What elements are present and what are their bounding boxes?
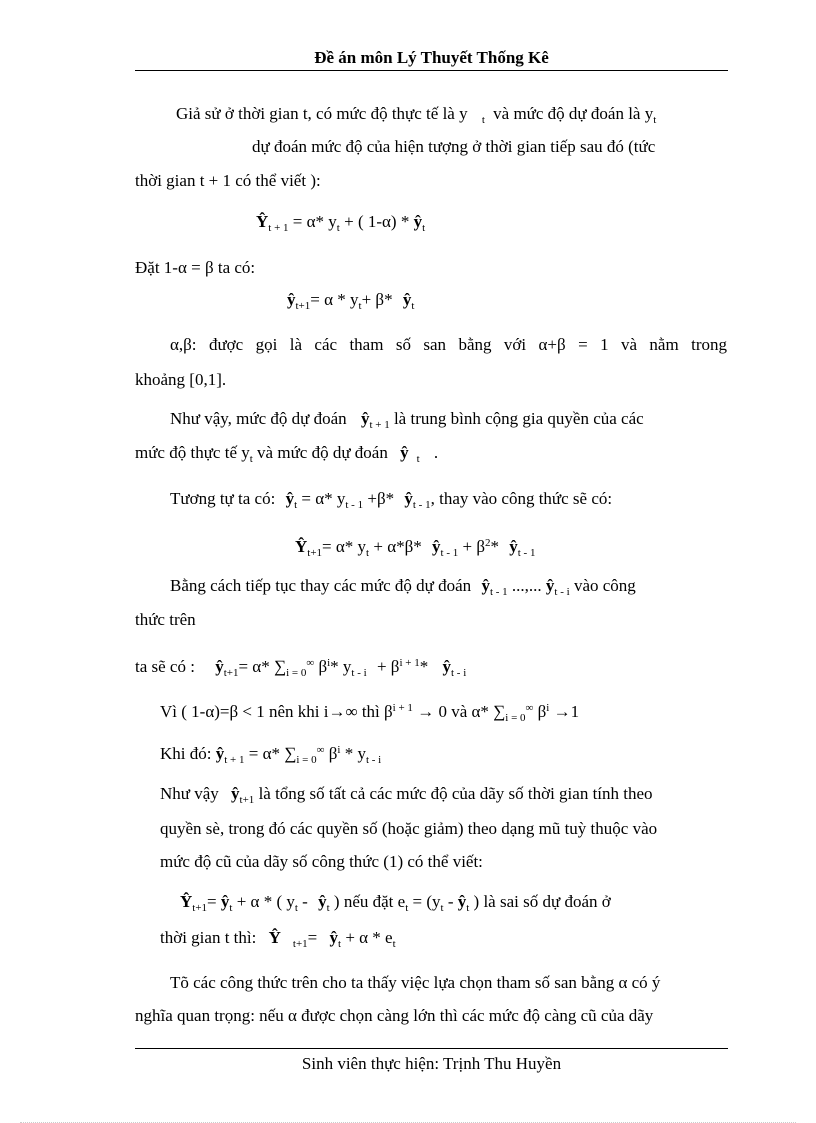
text-line: thức trên	[135, 610, 196, 629]
text-line: mức độ cũ của dãy số công thức (1) có thể viết:	[160, 852, 483, 871]
page-footer: Sinh viên thực hiện: Trịnh Thu Huyền	[301, 1054, 562, 1073]
text-line: khoảng [0,1].	[135, 370, 227, 389]
text-line: quyền sè, trong đó các quyền số (hoặc giảm) theo dạng mũ tuỳ thuộc vào	[160, 819, 658, 838]
footer-rule	[135, 1048, 728, 1049]
formula: $Ŷ_{t+1}= \alpha*$ $y_t + \alpha*\beta*$ $ŷ_{t - 1} + \beta^2*$ $ŷ_{t - 1}$	[295, 537, 536, 559]
formula-line: ta sẽ có : $ŷ_{t+1}= \alpha*$ $\sum_{i = 0}^\infty$ $\beta^i*$ $y_{t - i} + \beta^{i + 1}*$ $ŷ_{t - i}$	[135, 657, 467, 679]
text-line: Đặt 1-α = β ta có:	[135, 258, 256, 277]
text-line: thời gian t + 1 có thể viết ):	[135, 171, 321, 190]
formula-line: $Ŷ_{t+1}=$ $ŷ_t + \alpha$ * ( $y_t$ - $ŷ_t$ ) nếu đặt $e_t = (y_t$ - $ŷ_t$ ) là sai số dự đoán ở	[180, 892, 611, 914]
text-line: Như vậy, mức độ dự đoán $ŷ_{t + 1}$ là trung bình cộng gia quyền của các	[170, 409, 644, 431]
text-line: Tõ các công thức trên cho ta thấy việc lựa chọn tham số san bằng α có ý	[170, 973, 661, 992]
formula: $ŷ_{t+1}= \alpha * y_t+ \beta*$ $ŷ_t$	[287, 290, 415, 312]
formula-line: Vì ( 1-α)=β < 1 nên khi i→∞ thì $\beta^{i + 1} \to 0$ và α* $\sum_{i = 0}^\infty$ $\beta^i \to 1$	[160, 702, 580, 724]
formula-line: thời gian t thì: Ŷ $_{t+1}= ŷ_t + \alpha * e_t$	[160, 928, 396, 950]
text-line: Giả sử ở thời gian t, có mức độ thực tế là y $_t$ và mức độ dự đoán là $y_t$	[176, 104, 657, 126]
formula: $Ŷ_{t + 1} = \alpha*$ $y_t$ + ( $1-\alpha) * ŷ_t$	[256, 212, 426, 234]
text-line: Tương tự ta có: $ŷ_t = \alpha*$ $y_{t - 1} +\beta*$ $ŷ_{t - 1}$, thay vào công thức sẽ có:	[170, 489, 613, 511]
formula-line: Khi đó: $ŷ_{t + 1} = \alpha*$ $\sum_{i = 0}^\infty$ $\beta^i * y_{t - i}$	[160, 744, 382, 766]
text-line: Như vậy $ŷ_{t+1}$ là tổng số tất cả các mức độ của dãy số thời gian tính theo	[160, 784, 653, 806]
page-header-title: Đề án môn Lý Thuyết Thống Kê	[314, 48, 549, 67]
text-line: α,β: được gọi là các tham số san bằng với α+β = 1 và nằm trong	[170, 335, 727, 354]
text-line: dự đoán mức độ của hiện tượng ở thời gian tiếp sau đó (tức	[252, 137, 656, 156]
text-line: mức độ thực tế $y_t$ và mức độ dự đoán ŷ $_t$ .	[135, 443, 439, 465]
text-line: nghĩa quan trọng: nếu α được chọn càng lớn thì các mức độ càng cũ của dãy	[135, 1006, 654, 1025]
text-line: Bằng cách tiếp tục thay các mức độ dự đoán $ŷ_{t - 1}$ ...,... $ŷ_{t - i}$ vào công	[170, 576, 636, 598]
header-rule	[135, 70, 728, 71]
